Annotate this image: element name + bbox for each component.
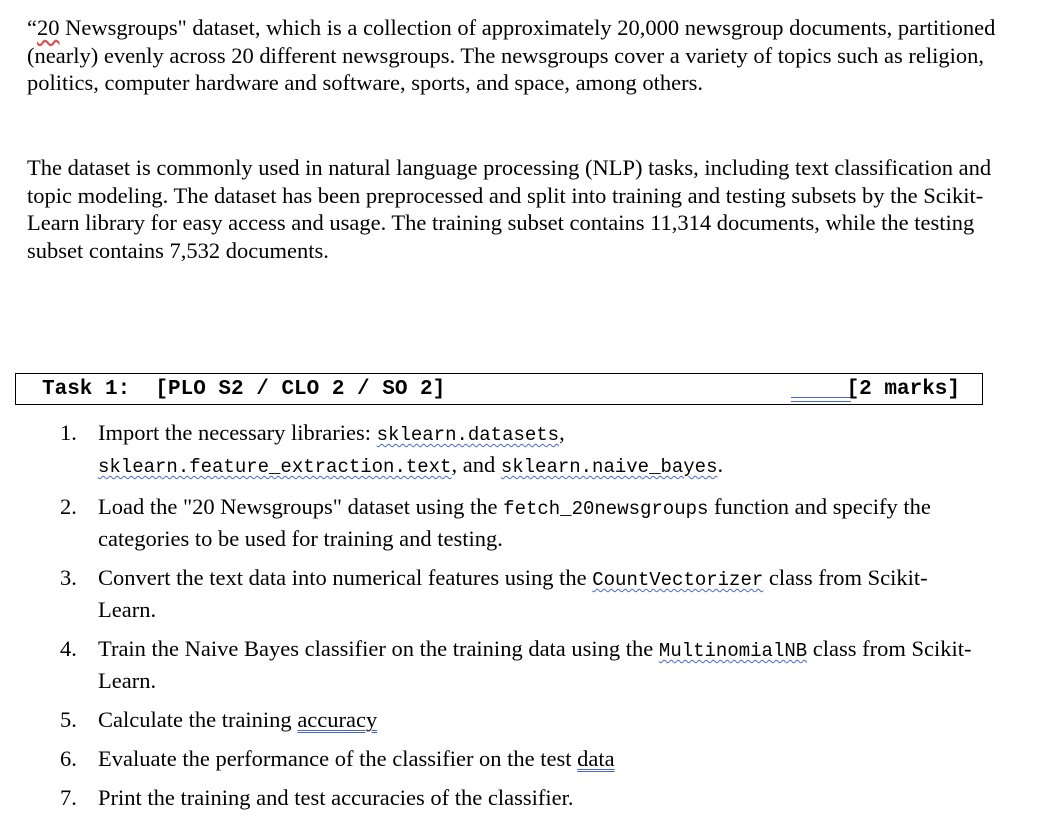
spellcheck-number: 20 xyxy=(37,15,60,40)
code-sklearn-feature-extraction: sklearn.feature_extraction.text xyxy=(98,456,452,478)
step-text: . xyxy=(717,452,724,477)
step-number: 4. xyxy=(60,636,77,661)
step-number: 7. xyxy=(60,785,77,810)
step-6 xyxy=(60,744,980,773)
code-fetch-20newsgroups: fetch_20newsgroups xyxy=(503,498,709,520)
step-text: Print the training and test accuracies of the classifier. xyxy=(98,785,574,810)
step-7 xyxy=(60,783,980,812)
step-number: 5. xyxy=(60,707,77,732)
step-3 xyxy=(60,563,980,624)
step-text: class from Scikit-Learn. xyxy=(98,636,972,693)
step-number: 6. xyxy=(60,746,77,771)
code-sklearn-naive-bayes: sklearn.naive_bayes xyxy=(500,456,718,478)
grammar-underlined-word: data xyxy=(577,746,615,771)
task-marks: [2 marks] xyxy=(846,378,960,401)
step-text: , xyxy=(559,420,565,445)
step-text: Load the "20 Newsgroups" dataset using the xyxy=(98,494,504,519)
intro-text: Newsgroups" dataset, which is a collection of approximately 20,000 newsgroup documents, partitioned (nearly) evenly across 20 different newsgroups. The newsgroups cover a variety of topics such as religion, politics, computer hardware and software, sports, and space, among others. xyxy=(27,15,996,95)
marks-underline xyxy=(791,397,851,402)
code-countvectorizer: CountVectorizer xyxy=(592,569,764,591)
step-text: Evaluate the performance of the classifier on the test xyxy=(98,746,578,771)
step-text: Calculate the training xyxy=(98,707,298,732)
task-steps-list xyxy=(60,418,980,822)
step-number: 2. xyxy=(60,494,77,519)
code-sklearn-datasets: sklearn.datasets xyxy=(376,424,560,446)
step-text: , and xyxy=(451,452,501,477)
step-5 xyxy=(60,705,980,734)
step-4 xyxy=(60,634,980,695)
step-2 xyxy=(60,492,980,553)
intro-paragraph xyxy=(27,14,1017,97)
step-text: Import the necessary libraries: xyxy=(98,420,377,445)
step-text: function and specify the categories to be used for training and testing. xyxy=(98,494,931,551)
step-number: 1. xyxy=(60,420,77,445)
step-text: Convert the text data into numerical features using the xyxy=(98,565,593,590)
task-title: Task 1: [PLO S2 / CLO 2 / SO 2] xyxy=(42,378,446,401)
step-text: Train the Naive Bayes classifier on the training data using the xyxy=(98,636,659,661)
grammar-underlined-word: accuracy xyxy=(297,707,378,732)
step-number: 3. xyxy=(60,565,77,590)
dataset-paragraph: The dataset is commonly used in natural language processing (NLP) tasks, including text classification and topic modeling. The dataset has been preprocessed and split into training and testing subsets by the Scikit-Learn library for easy access and usage. The training subset contains 11,314 documents, while the testing subset contains 7,532 documents. xyxy=(27,155,992,263)
code-multinomialnb: MultinomialNB xyxy=(658,640,808,662)
task-header-box xyxy=(15,373,983,405)
step-text: class from Scikit-Learn. xyxy=(98,565,928,622)
open-quote: “ xyxy=(27,15,37,40)
step-1 xyxy=(60,418,980,482)
